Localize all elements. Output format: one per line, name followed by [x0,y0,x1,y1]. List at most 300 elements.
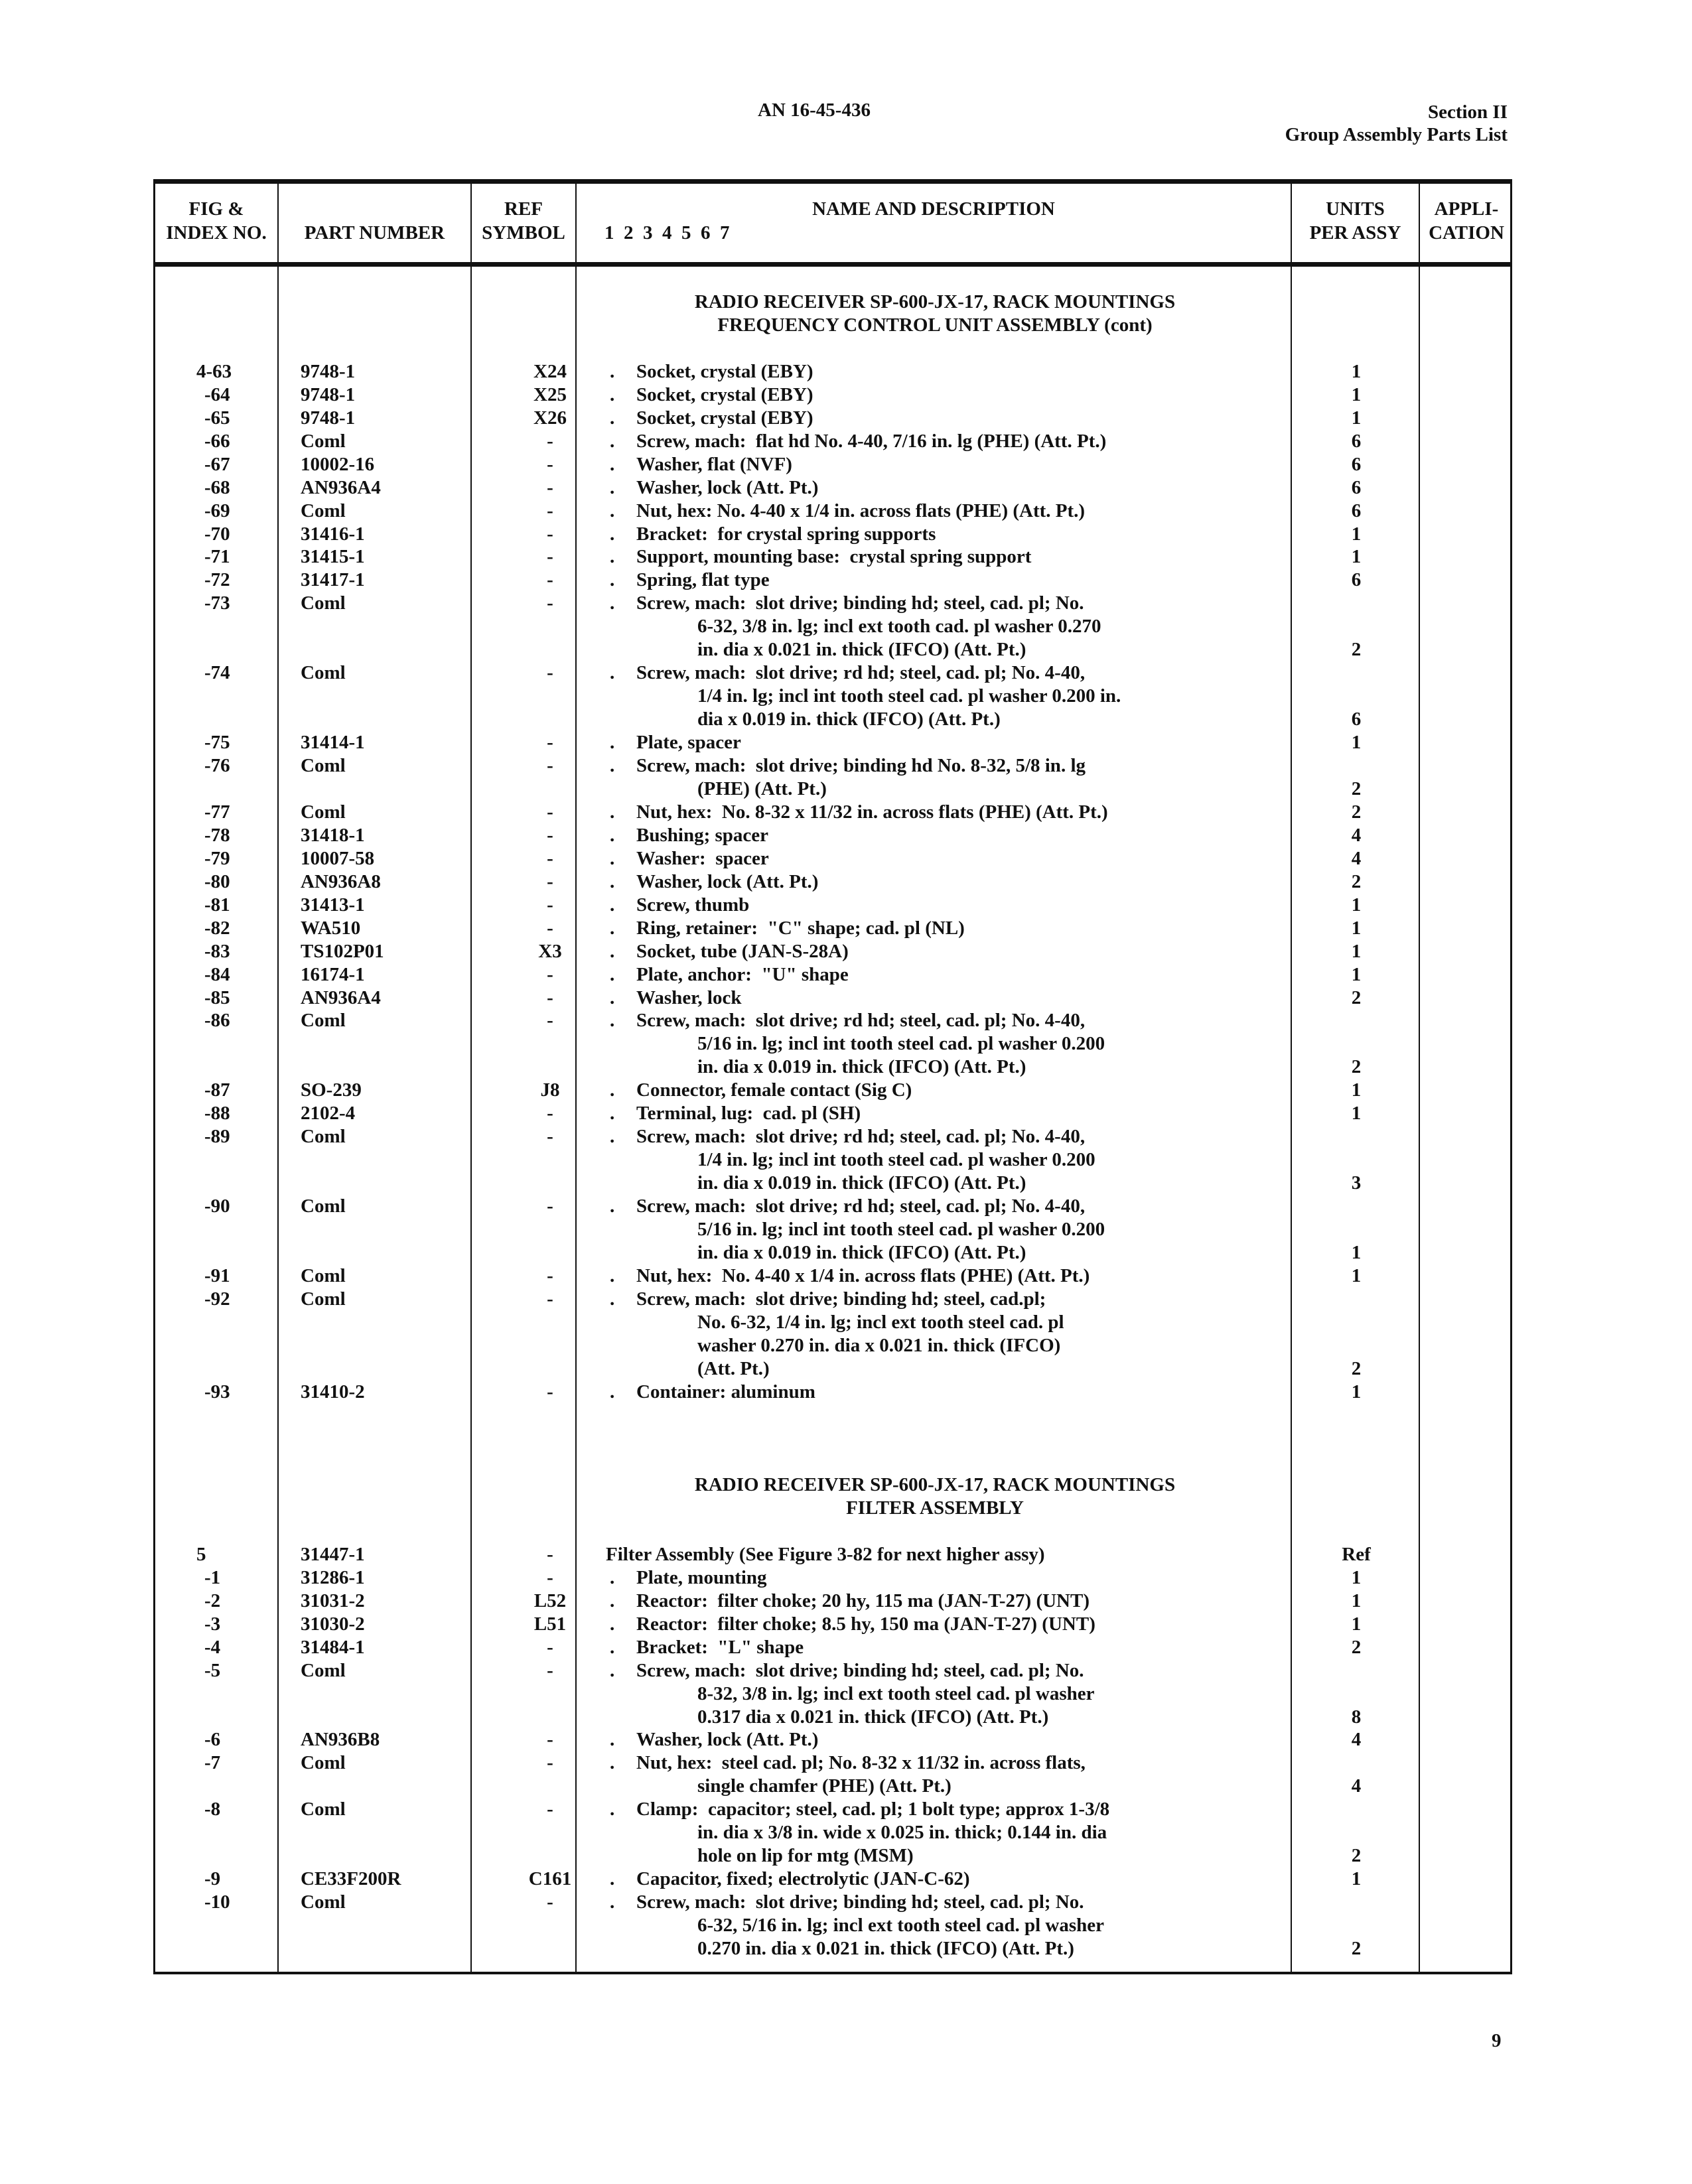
units-per-assy: 1 [1351,917,1362,939]
ref-symbol: - [547,1752,553,1774]
part-number: Coml [301,500,346,521]
part-number: 31416-1 [301,523,365,545]
ref-symbol: - [547,1195,553,1217]
indent-dot: . [610,1126,615,1148]
index-number: -70 [204,523,230,545]
part-number: Coml [301,801,346,823]
description-line: Plate, mounting [636,1566,767,1588]
ref-symbol: - [547,917,553,939]
description-line: Screw, thumb [636,894,750,916]
index-number: -6 [204,1729,221,1751]
units-per-assy: 1 [1351,963,1362,985]
indent-dot: . [610,546,615,568]
ref-symbol: - [547,1891,553,1913]
header-units-1: UNITS [1326,198,1385,220]
indent-dot: . [610,894,615,916]
description-line: Screw, mach: slot drive; rd hd; steel, cad. pl; No. 4-40, [636,1010,1086,1032]
description-line: Screw, mach: flat hd No. 4-40, 7/16 in. lg (PHE) (Att. Pt.) [636,430,1107,452]
description-line: 5/16 in. lg; incl int tooth steel cad. pl washer 0.200 [697,1219,1105,1240]
part-number: 31417-1 [301,569,365,591]
part-number: Coml [301,430,346,452]
ref-symbol: - [547,1543,553,1565]
column-divider [470,184,472,1972]
index-number: -83 [204,940,230,962]
ref-symbol: - [547,801,553,823]
description-line: 8-32, 3/8 in. lg; incl ext tooth steel cad. pl washer [697,1682,1095,1704]
part-number: 31030-2 [301,1613,365,1635]
index-number: -3 [204,1613,221,1635]
header-part-number: PART NUMBER [304,222,445,243]
ref-symbol: - [547,523,553,545]
section-heading: RADIO RECEIVER SP-600-JX-17, RACK MOUNTINGS [694,291,1176,312]
ref-symbol: C161 [528,1868,572,1890]
ref-symbol: - [547,546,553,568]
indent-dot: . [610,1891,615,1913]
indent-dot: . [610,662,615,684]
index-number: -92 [204,1288,230,1310]
description-line: Plate, anchor: "U" shape [636,963,849,985]
header-indent-levels: 1 2 3 4 5 6 7 [604,222,730,243]
units-per-assy: 1 [1351,1241,1362,1263]
units-per-assy: 1 [1351,1103,1362,1125]
units-per-assy: 1 [1351,1566,1362,1588]
description-line: Bracket: for crystal spring supports [636,523,936,545]
indent-dot: . [610,1613,615,1635]
indent-dot: . [610,847,615,869]
indent-dot: . [610,1264,615,1286]
index-number: -76 [204,755,230,776]
part-number: 31484-1 [301,1636,365,1658]
part-number: Coml [301,1264,346,1286]
units-per-assy: 4 [1351,847,1362,869]
description-line: Plate, spacer [636,732,741,754]
units-per-assy: 1 [1351,360,1362,382]
indent-dot: . [610,1590,615,1611]
description-line: single chamfer (PHE) (Att. Pt.) [697,1775,952,1797]
part-number: 31286-1 [301,1566,365,1588]
ref-symbol: L52 [533,1590,567,1611]
ref-symbol: - [547,1103,553,1125]
indent-dot: . [610,755,615,776]
description-line: Nut, hex: steel cad. pl; No. 8-32 x 11/32 in. across flats, [636,1752,1086,1774]
description-line: washer 0.270 in. dia x 0.021 in. thick (IFCO) [697,1334,1061,1356]
part-number: 9748-1 [301,407,356,429]
document-number: AN 16-45-436 [758,100,871,121]
description-line: Nut, hex: No. 4-40 x 1/4 in. across flats (PHE) (Att. Pt.) [636,1264,1090,1286]
ref-symbol: X3 [538,940,562,962]
index-number: -1 [204,1566,221,1588]
ref-symbol: - [547,847,553,869]
indent-dot: . [610,1079,615,1101]
description-line: Bushing; spacer [636,824,769,846]
description-line: 1/4 in. lg; incl int tooth steel cad. pl washer 0.200 in. [697,685,1121,707]
index-number: -66 [204,430,230,452]
description-line: Screw, mach: slot drive; binding hd No. 8-32, 5/8 in. lg [636,755,1086,776]
part-number: AN936A8 [301,870,381,892]
units-per-assy: 1 [1351,1079,1362,1101]
units-per-assy: 6 [1351,430,1362,452]
description-line: Terminal, lug: cad. pl (SH) [636,1103,861,1125]
units-per-assy: 2 [1351,1056,1362,1078]
indent-dot: . [610,476,615,498]
section-heading: RADIO RECEIVER SP-600-JX-17, RACK MOUNTINGS [694,1474,1176,1495]
header-divider [155,262,1510,267]
units-per-assy: Ref [1342,1543,1371,1565]
part-number: 31418-1 [301,824,365,846]
index-number: -81 [204,894,230,916]
section-heading: FILTER ASSEMBLY [846,1497,1024,1519]
part-number: 9748-1 [301,383,356,405]
description-line: Clamp: capacitor; steel, cad. pl; 1 bolt type; approx 1-3/8 [636,1799,1110,1820]
ref-symbol: - [547,453,553,475]
part-number: 16174-1 [301,963,365,985]
units-per-assy: 1 [1351,1868,1362,1890]
header-appl-1: APPLI- [1434,198,1499,220]
indent-dot: . [610,1636,615,1658]
section-heading: FREQUENCY CONTROL UNIT ASSEMBLY (cont) [717,314,1153,336]
part-number: SO-239 [301,1079,362,1101]
part-number: Coml [301,1659,346,1681]
indent-dot: . [610,940,615,962]
units-per-assy: 4 [1351,824,1362,846]
part-number: Coml [301,1288,346,1310]
part-number: Coml [301,1799,346,1820]
description-line: 6-32, 5/16 in. lg; incl ext tooth steel cad. pl washer [697,1915,1104,1937]
index-number: -88 [204,1103,230,1125]
indent-dot: . [610,1103,615,1125]
indent-dot: . [610,1659,615,1681]
index-number: -65 [204,407,230,429]
ref-symbol: - [547,592,553,614]
indent-dot: . [610,430,615,452]
header-name: NAME AND DESCRIPTION [812,198,1055,220]
description-line: in. dia x 3/8 in. wide x 0.025 in. thick; 0.144 in. dia [697,1822,1107,1844]
header-index: INDEX NO. [166,222,267,243]
ref-symbol: - [547,1126,553,1148]
index-number: -67 [204,453,230,475]
index-number: -78 [204,824,230,846]
ref-symbol: - [547,1566,553,1588]
part-number: Coml [301,1891,346,1913]
units-per-assy: 2 [1351,1357,1362,1379]
part-number: Coml [301,592,346,614]
header-appl-2: CATION [1429,222,1504,243]
units-per-assy: 2 [1351,1845,1362,1867]
ref-symbol: - [547,1799,553,1820]
ref-symbol: - [547,824,553,846]
units-per-assy: 1 [1351,894,1362,916]
units-per-assy: 1 [1351,1613,1362,1635]
indent-dot: . [610,1381,615,1402]
index-number: -90 [204,1195,230,1217]
units-per-assy: 2 [1351,1938,1362,1959]
description-line: Washer, lock [636,987,742,1008]
ref-symbol: - [547,500,553,521]
ref-symbol: - [547,1659,553,1681]
description-line: in. dia x 0.021 in. thick (IFCO) (Att. Pt.) [697,639,1026,661]
indent-dot: . [610,383,615,405]
units-per-assy: 1 [1351,1590,1362,1611]
description-line: hole on lip for mtg (MSM) [697,1845,914,1867]
index-number: -9 [204,1868,221,1890]
units-per-assy: 6 [1351,476,1362,498]
index-number: -71 [204,546,230,568]
indent-dot: . [610,824,615,846]
indent-dot: . [610,732,615,754]
header-name-description [577,197,1291,245]
index-number: -75 [204,732,230,754]
indent-dot: . [610,917,615,939]
index-number: -2 [204,1590,221,1611]
index-number: -80 [204,870,230,892]
indent-dot: . [610,1868,615,1890]
description-line: in. dia x 0.019 in. thick (IFCO) (Att. Pt.) [697,1172,1026,1194]
part-number: Coml [301,1126,346,1148]
index-number: -82 [204,917,230,939]
ref-symbol: - [547,755,553,776]
units-per-assy: 3 [1351,1172,1362,1194]
description-line: Capacitor, fixed; electrolytic (JAN-C-62) [636,1868,970,1890]
index-number: -72 [204,569,230,591]
units-per-assy: 8 [1351,1706,1362,1728]
description-line: Ring, retainer: "C" shape; cad. pl (NL) [636,917,965,939]
indent-dot: . [610,360,615,382]
header-ref: REF [504,198,543,220]
index-number: -74 [204,662,230,684]
description-line: dia x 0.019 in. thick (IFCO) (Att. Pt.) [697,709,1001,730]
indent-dot: . [610,592,615,614]
header-application [1420,197,1513,245]
part-number: 31447-1 [301,1543,365,1565]
description-line: Reactor: filter choke; 8.5 hy, 150 ma (JAN-T-27) (UNT) [636,1613,1095,1635]
description-line: Washer, lock (Att. Pt.) [636,476,819,498]
description-line: Washer: spacer [636,847,769,869]
index-number: -87 [204,1079,230,1101]
ref-symbol: - [547,569,553,591]
units-per-assy: 2 [1351,778,1362,799]
indent-dot: . [610,1010,615,1032]
units-per-assy: 1 [1351,383,1362,405]
ref-symbol: - [547,870,553,892]
description-line: Connector, female contact (Sig C) [636,1079,912,1101]
part-number: AN936B8 [301,1729,380,1751]
part-number: 2102-4 [301,1103,356,1125]
column-divider [277,184,279,1972]
part-number: Coml [301,662,346,684]
units-per-assy: 2 [1351,639,1362,661]
ref-symbol: J8 [540,1079,560,1101]
part-number: 10002-16 [301,453,375,475]
ref-symbol: - [547,1729,553,1751]
description-line: Socket, crystal (EBY) [636,360,813,382]
description-line: Filter Assembly (See Figure 3-82 for next higher assy) [606,1543,1045,1565]
description-line: Reactor: filter choke; 20 hy, 115 ma (JAN-T-27) (UNT) [636,1590,1090,1611]
indent-dot: . [610,963,615,985]
description-line: 6-32, 3/8 in. lg; incl ext tooth cad. pl washer 0.270 [697,616,1101,638]
description-line: Container: aluminum [636,1381,815,1402]
index-number: -93 [204,1381,230,1402]
ref-symbol: X25 [533,383,567,405]
description-line: Screw, mach: slot drive; rd hd; steel, cad. pl; No. 4-40, [636,662,1086,684]
units-per-assy: 1 [1351,940,1362,962]
units-per-assy: 6 [1351,569,1362,591]
index-number: -79 [204,847,230,869]
description-line: 0.270 in. dia x 0.021 in. thick (IFCO) (Att. Pt.) [697,1938,1074,1959]
description-line: Nut, hex: No. 4-40 x 1/4 in. across flats (PHE) (Att. Pt.) [636,500,1086,521]
index-number: -5 [204,1659,221,1681]
indent-dot: . [610,1566,615,1588]
indent-dot: . [610,1729,615,1751]
units-per-assy: 1 [1351,546,1362,568]
part-number: AN936A4 [301,476,381,498]
description-line: Screw, mach: slot drive; binding hd; steel, cad. pl; No. [636,1891,1084,1913]
index-number: -10 [204,1891,230,1913]
description-line: Screw, mach: slot drive; rd hd; steel, cad. pl; No. 4-40, [636,1126,1086,1148]
index-number: -7 [204,1752,221,1774]
units-per-assy: 2 [1351,1636,1362,1658]
ref-symbol: - [547,1288,553,1310]
description-line: in. dia x 0.019 in. thick (IFCO) (Att. Pt.) [697,1056,1026,1078]
index-number: -85 [204,987,230,1008]
indent-dot: . [610,1288,615,1310]
indent-dot: . [610,500,615,521]
index-number: -4 [204,1636,221,1658]
units-per-assy: 6 [1351,500,1362,521]
ref-symbol: X26 [533,407,567,429]
description-line: Socket, crystal (EBY) [636,407,813,429]
description-line: 5/16 in. lg; incl int tooth steel cad. pl washer 0.200 [697,1033,1105,1055]
index-number: -91 [204,1264,230,1286]
ref-symbol: - [547,963,553,985]
ref-symbol: X24 [533,360,567,382]
ref-symbol: - [547,430,553,452]
indent-dot: . [610,523,615,545]
ref-symbol: - [547,1264,553,1286]
description-line: Screw, mach: slot drive; rd hd; steel, cad. pl; No. 4-40, [636,1195,1086,1217]
part-number: 31031-2 [301,1590,365,1611]
header-ref-symbol [472,197,575,245]
header-fig: FIG & [188,198,244,220]
parts-list-table [153,179,1512,1974]
ref-symbol: L51 [533,1613,567,1635]
index-number: -89 [204,1126,230,1148]
indent-dot: . [610,569,615,591]
indent-dot: . [610,801,615,823]
ref-symbol: - [547,662,553,684]
units-per-assy: 1 [1351,523,1362,545]
units-per-assy: 1 [1351,732,1362,754]
header-units-2: PER ASSY [1309,222,1401,243]
page-number: 9 [1492,2030,1502,2051]
indent-dot: . [610,1799,615,1820]
part-number: 31415-1 [301,546,365,568]
ref-symbol: - [547,732,553,754]
description-line: Screw, mach: slot drive; binding hd; steel, cad. pl; No. [636,592,1084,614]
part-number: 31410-2 [301,1381,365,1402]
ref-symbol: - [547,1010,553,1032]
indent-dot: . [610,870,615,892]
index-number: -69 [204,500,230,521]
description-line: Socket, crystal (EBY) [636,383,813,405]
header-units [1292,197,1419,245]
header-symbol: SYMBOL [482,222,565,243]
description-line: (PHE) (Att. Pt.) [697,778,827,799]
indent-dot: . [610,1195,615,1217]
units-per-assy: 2 [1351,870,1362,892]
part-number: 10007-58 [301,847,375,869]
part-number: AN936A4 [301,987,381,1008]
part-number: 31414-1 [301,732,365,754]
units-per-assy: 2 [1351,801,1362,823]
description-line: Washer, lock (Att. Pt.) [636,870,819,892]
units-per-assy: 1 [1351,1264,1362,1286]
description-line: Support, mounting base: crystal spring support [636,546,1032,568]
units-per-assy: 2 [1351,987,1362,1008]
part-number: 9748-1 [301,360,356,382]
units-per-assy: 4 [1351,1729,1362,1751]
indent-dot: . [610,407,615,429]
description-line: Screw, mach: slot drive; binding hd; steel, cad.pl; [636,1288,1046,1310]
description-line: Screw, mach: slot drive; binding hd; steel, cad. pl; No. [636,1659,1084,1681]
part-number: 31413-1 [301,894,365,916]
ref-symbol: - [547,1636,553,1658]
units-per-assy: 4 [1351,1775,1362,1797]
index-number: 4-63 [196,360,232,382]
description-line: Bracket: "L" shape [636,1636,804,1658]
part-number: WA510 [301,917,361,939]
description-line: in. dia x 0.019 in. thick (IFCO) (Att. Pt.) [697,1241,1026,1263]
units-per-assy: 6 [1351,453,1362,475]
header-fig-index [155,197,277,245]
part-number: Coml [301,755,346,776]
part-number: Coml [301,1752,346,1774]
index-number: -64 [204,383,230,405]
description-line: Socket, tube (JAN-S-28A) [636,940,849,962]
index-number: -73 [204,592,230,614]
units-per-assy: 6 [1351,709,1362,730]
description-line: Washer, lock (Att. Pt.) [636,1729,819,1751]
description-line: 1/4 in. lg; incl int tooth steel cad. pl washer 0.200 [697,1149,1095,1171]
part-number: CE33F200R [301,1868,401,1890]
indent-dot: . [610,453,615,475]
units-per-assy: 1 [1351,1381,1362,1402]
ref-symbol: - [547,1381,553,1402]
index-number: -86 [204,1010,230,1032]
description-line: 0.317 dia x 0.021 in. thick (IFCO) (Att. Pt.) [697,1706,1049,1728]
part-number: TS102P01 [301,940,384,962]
index-number: -84 [204,963,230,985]
index-number: -8 [204,1799,221,1820]
index-number: -77 [204,801,230,823]
indent-dot: . [610,987,615,1008]
description-line: (Att. Pt.) [697,1357,770,1379]
units-per-assy: 1 [1351,407,1362,429]
ref-symbol: - [547,894,553,916]
part-number: Coml [301,1010,346,1032]
description-line: Washer, flat (NVF) [636,453,792,475]
indent-dot: . [610,1752,615,1774]
section-title: Group Assembly Parts List [1285,124,1508,145]
description-line: Nut, hex: No. 8-32 x 11/32 in. across flats (PHE) (Att. Pt.) [636,801,1108,823]
description-line: No. 6-32, 1/4 in. lg; incl ext tooth steel cad. pl [697,1311,1064,1333]
description-line: Spring, flat type [636,569,770,591]
ref-symbol: - [547,987,553,1008]
index-number: -68 [204,476,230,498]
part-number: Coml [301,1195,346,1217]
index-number: 5 [196,1543,206,1565]
ref-symbol: - [547,476,553,498]
section-label: Section II [1427,102,1508,123]
